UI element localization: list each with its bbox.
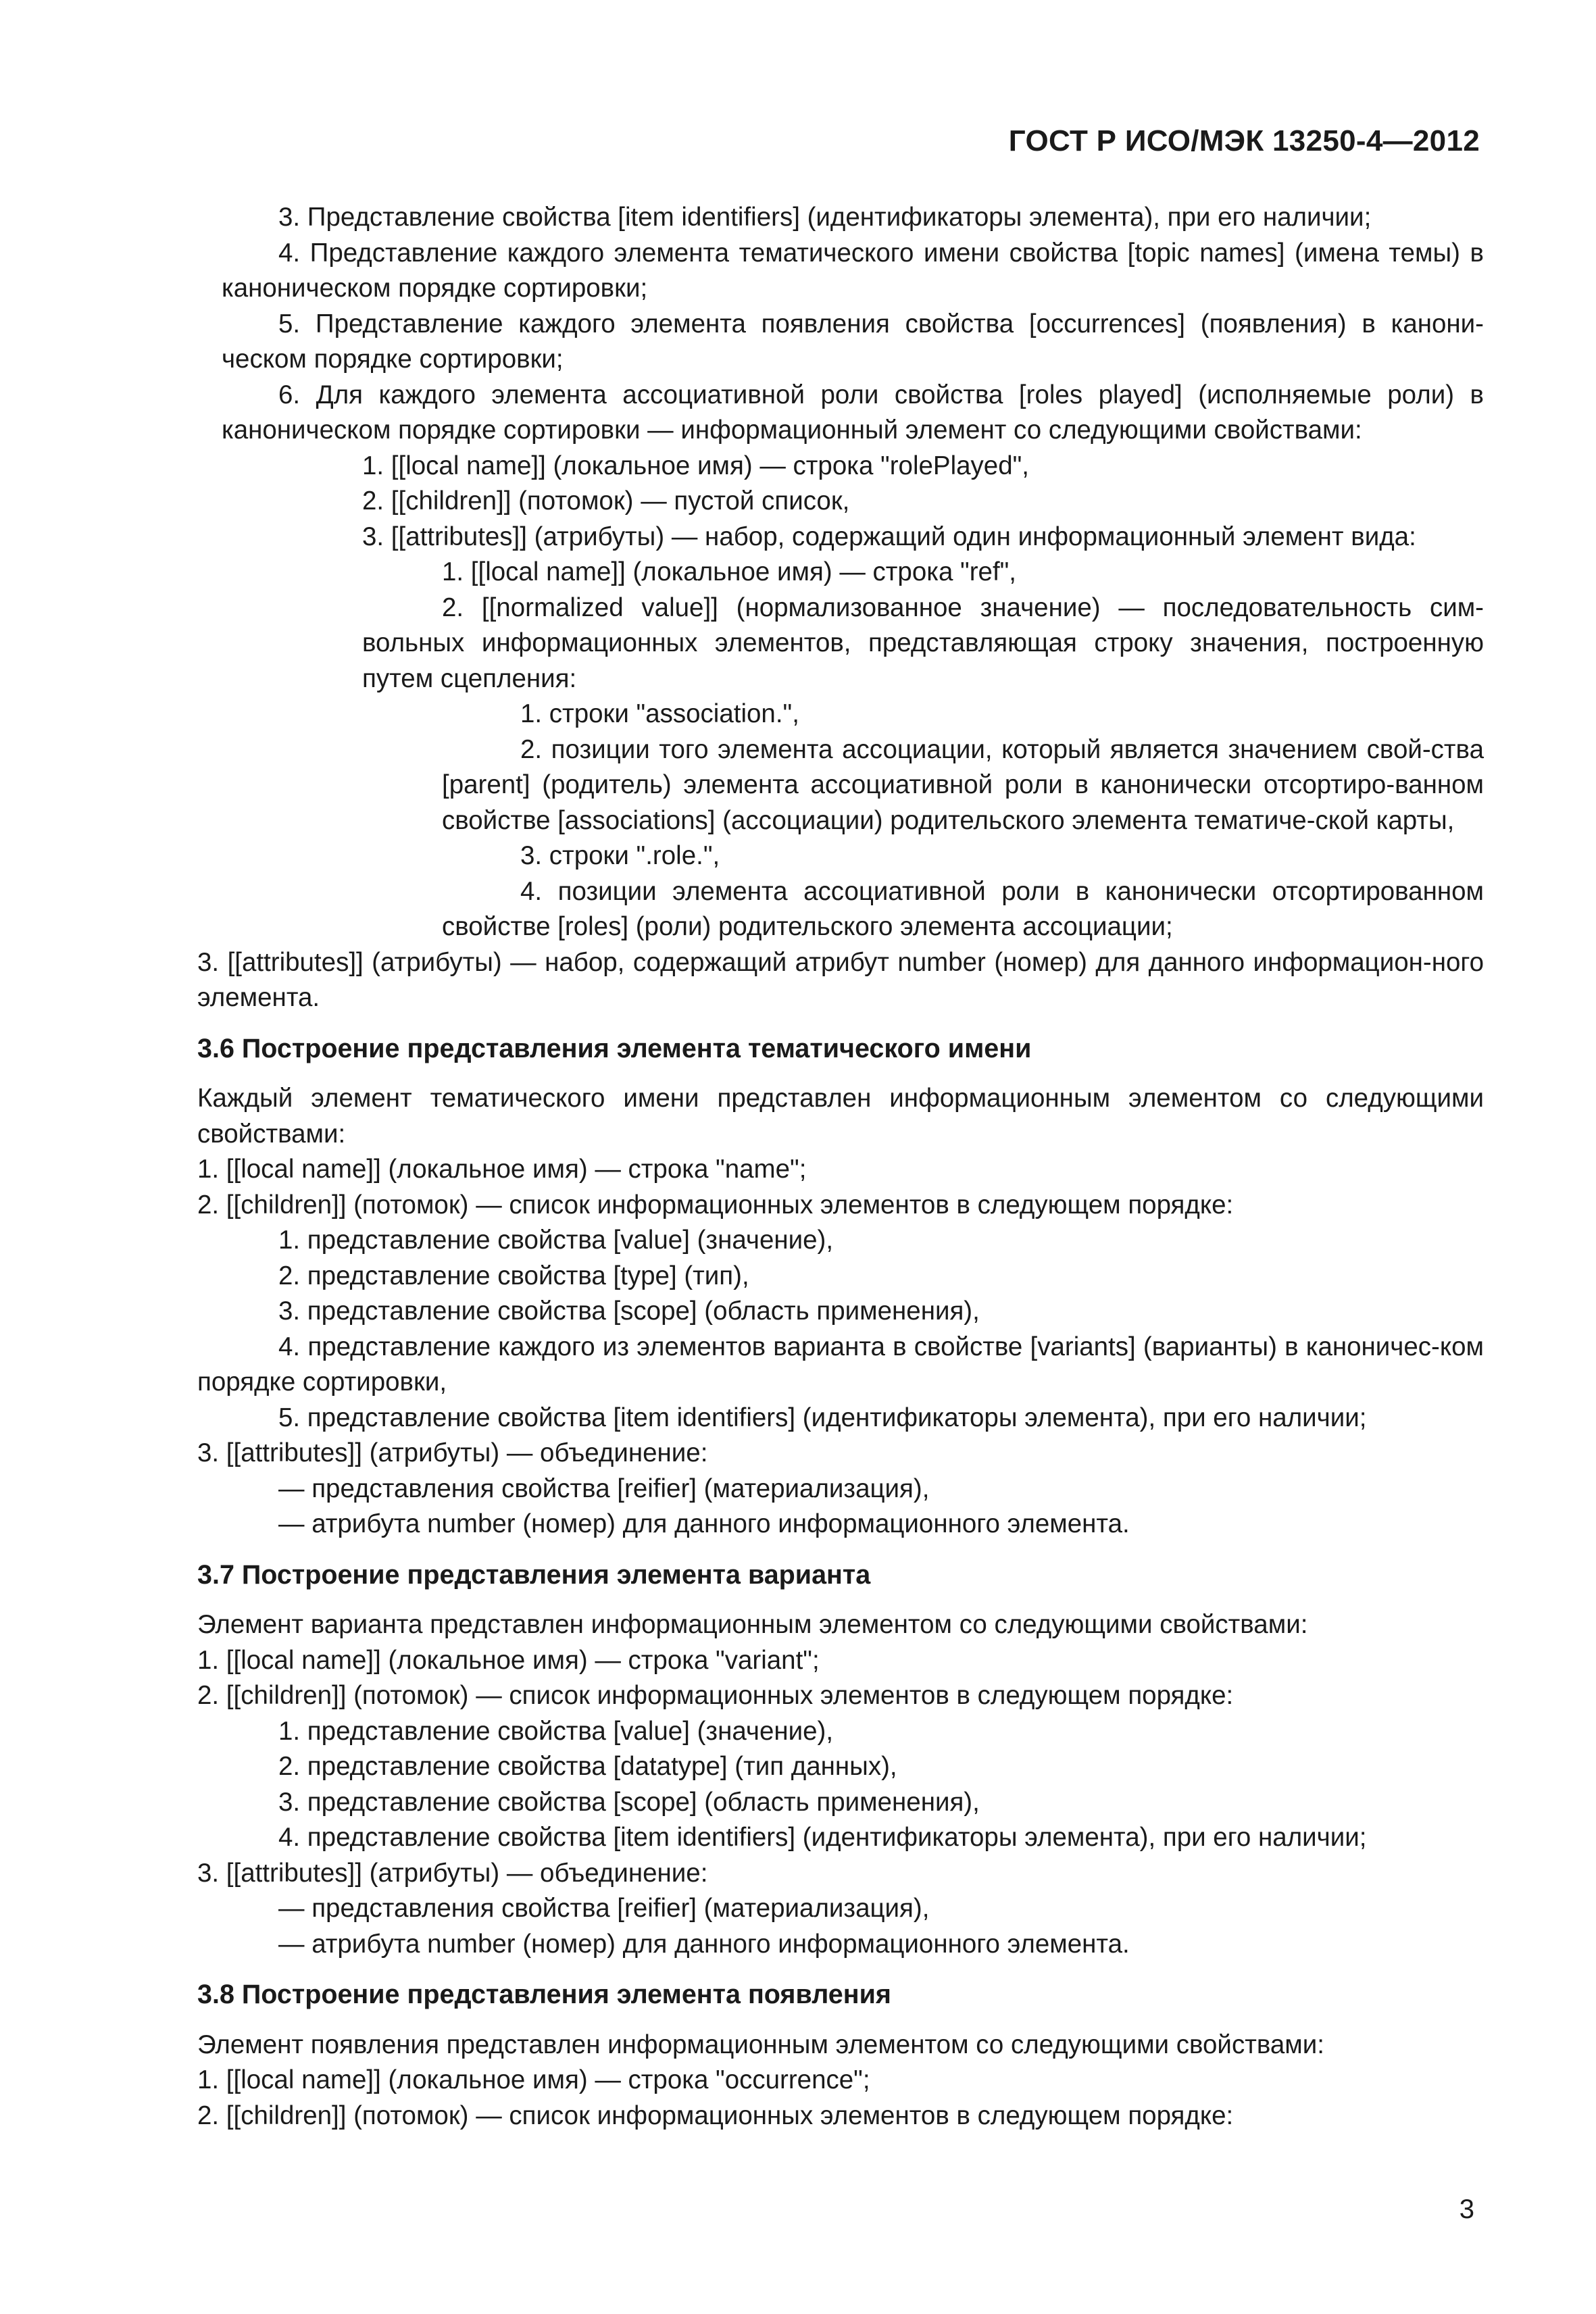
section-heading: 3.6 Построение представления элемента тематического имени [197, 1033, 1032, 1063]
paragraph: 2. представление свойства [datatype] (тип данных), [278, 1752, 897, 1781]
paragraph: — представления свойства [reifier] (материализация), [278, 1474, 930, 1503]
paragraph: 5. Представление каждого элемента появления свойства [occurrences] (появления) в канони-ческом порядке сортировки; [222, 309, 1484, 374]
section-heading: 3.7 Построение представления элемента варианта [197, 1559, 871, 1590]
paragraph: 4. позиции элемента ассоциативной роли в канонически отсортированном свойстве [roles] (роли) родительского элемента ассоциации; [442, 876, 1484, 941]
paragraph: 1. [[local name]] (локальное имя) — строка "name"; [197, 1155, 807, 1184]
paragraph: 1. [[local name]] (локальное имя) — строка "rolePlayed", [362, 451, 1029, 480]
paragraph: 1. [[local name]] (локальное имя) — строка "occurrence"; [197, 2065, 870, 2094]
paragraph: 3. представление свойства [scope] (область применения), [278, 1297, 980, 1326]
paragraph: 4. представление свойства [item identifiers] (идентификаторы элемента), при его наличии; [278, 1823, 1367, 1852]
paragraph: 6. Для каждого элемента ассоциативной роли свойства [roles played] (исполняемые роли) в каноническом порядке сортировки — информационный элемент со следующими свойствами: [222, 380, 1484, 445]
page-number: 3 [1459, 2194, 1474, 2224]
paragraph: Элемент варианта представлен информационным элементом со следующими свойствами: [197, 1610, 1308, 1639]
section-heading: 3.8 Построение представления элемента появления [197, 1980, 891, 2009]
paragraph: 1. [[local name]] (локальное имя) — строка "ref", [442, 557, 1017, 586]
paragraph: 1. представление свойства [value] (значение), [278, 1716, 834, 1746]
paragraph: 1. представление свойства [value] (значение), [278, 1226, 834, 1255]
paragraph: 3. строки ".role.", [520, 841, 720, 870]
paragraph: 4. Представление каждого элемента тематического имени свойства [topic names] (имена темы) в каноническом порядке сортировки; [222, 238, 1484, 303]
paragraph: 2. позиции того элемента ассоциации, который является значением свой-ства [parent] (родитель) элемента ассоциативной роли в канонически отсортиро-ванном свойстве [associations] (ассоциации) родительского элемента тематиче-ской карты, [442, 734, 1484, 835]
paragraph: 3. [[attributes]] (атрибуты) — набор, содержащий атрибут number (номер) для данного информацион-ного элемента. [197, 947, 1484, 1012]
paragraph: 3. [[attributes]] (атрибуты) — набор, содержащий один информационный элемент вида: [362, 522, 1416, 551]
paragraph: 3. [[attributes]] (атрибуты) — объединение: [197, 1438, 708, 1467]
paragraph: Каждый элемент тематического имени представлен информационным элементом со следующими свойствами: [197, 1084, 1484, 1149]
paragraph: 3. [[attributes]] (атрибуты) — объединение: [197, 1858, 708, 1888]
paragraph: — представления свойства [reifier] (материализация), [278, 1894, 930, 1923]
document-body [119, 200, 1484, 2134]
paragraph: 4. представление каждого из элементов варианта в свойстве [variants] (варианты) в каноничес-ком порядке сортировки, [197, 1332, 1484, 1397]
paragraph: — атрибута number (номер) для данного информационного элемента. [278, 1929, 1130, 1959]
paragraph: 1. [[local name]] (локальное имя) — строка "variant"; [197, 1645, 820, 1675]
paragraph: — атрибута number (номер) для данного информационного элемента. [278, 1509, 1130, 1538]
paragraph: Элемент появления представлен информационным элементом со следующими свойствами: [197, 2030, 1324, 2059]
paragraph: 2. [[children]] (потомок) — пустой список, [362, 486, 850, 515]
paragraph: 2. [[children]] (потомок) — список информационных элементов в следующем порядке: [197, 1681, 1234, 1710]
paragraph: 5. представление свойства [item identifiers] (идентификаторы элемента), при его наличии; [278, 1403, 1367, 1432]
document-header: ГОСТ Р ИСО/МЭК 13250-4—2012 [1008, 124, 1480, 157]
paragraph: 1. строки "association.", [520, 699, 799, 728]
paragraph: 2. представление свойства [type] (тип), [278, 1261, 749, 1290]
paragraph: 2. [[children]] (потомок) — список информационных элементов в следующем порядке: [197, 1190, 1234, 1219]
paragraph: 2. [[normalized value]] (нормализованное значение) — последовательность сим-вольных информационных элементов, представляющая строку значения, построенную путем сцепления: [362, 593, 1484, 693]
paragraph: 3. Представление свойства [item identifiers] (идентификаторы элемента), при его наличии; [278, 203, 1372, 232]
paragraph: 2. [[children]] (потомок) — список информационных элементов в следующем порядке: [197, 2101, 1234, 2130]
paragraph: 3. представление свойства [scope] (область применения), [278, 1787, 980, 1817]
